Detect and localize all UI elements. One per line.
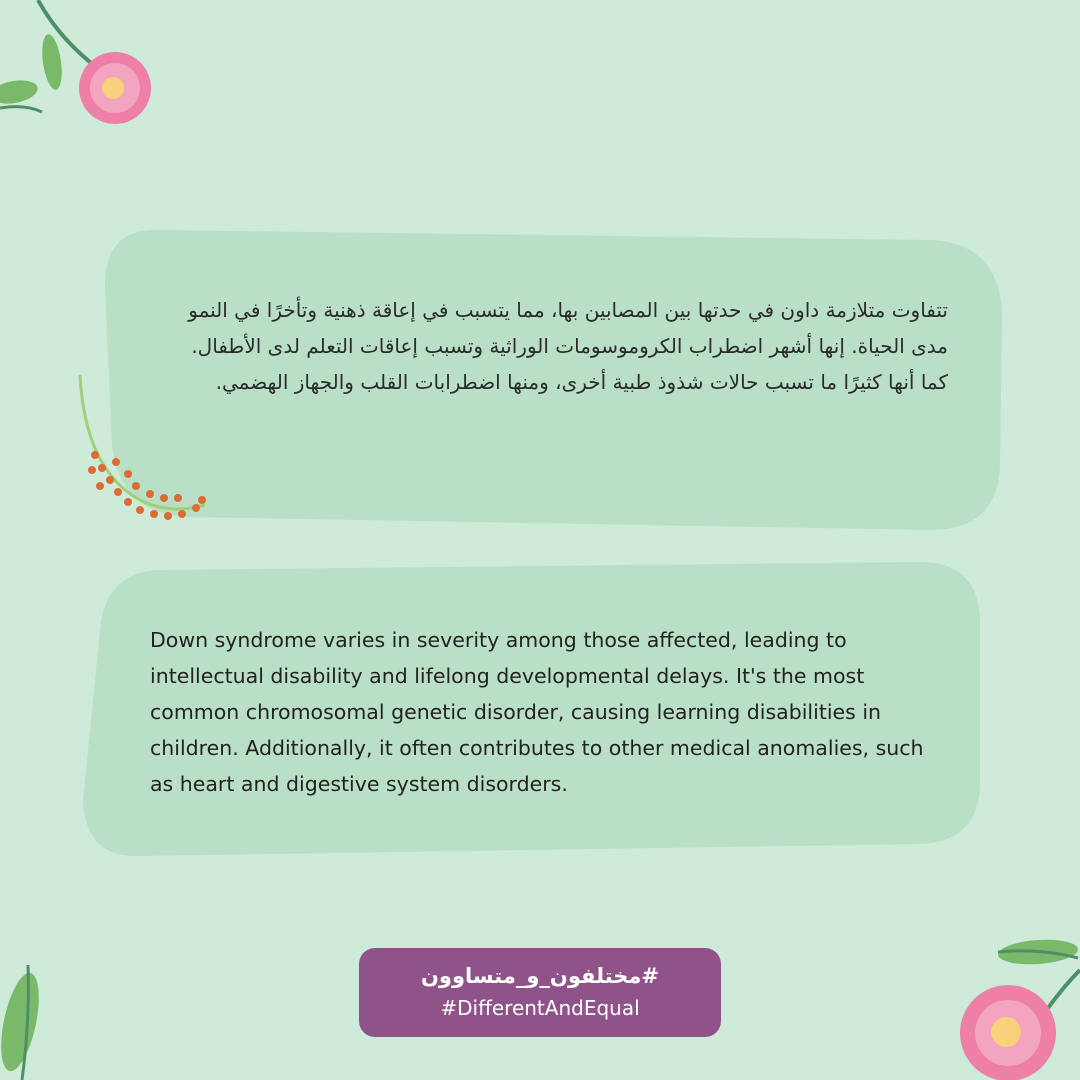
english-paragraph: Down syndrome varies in severity among those affected, leading to intellectual disability and lifelong developmental delays. It's the most common chromosomal genetic disorder, causing learning disabilities in children. Additionally, it often contributes to other medical anomalies, such as heart and digestive system disorders. bbox=[150, 628, 924, 796]
hashtag-box bbox=[359, 948, 721, 1037]
hashtag-english: #DifferentAndEqual bbox=[440, 996, 640, 1020]
leaf-icon bbox=[0, 77, 40, 107]
flower-icon bbox=[950, 930, 1080, 1080]
arabic-paragraph: تتفاوت متلازمة داون في حدتها بين المصابين بها، مما يتسبب في إعاقة ذهنية وتأخرًا في النمو مدى الحياة. إنها أشهر اضطراب الكروموسومات الوراثية وتسبب إعاقات التعلم لدى الأطفال. كما أنها كثيرًا ما تسبب حالات شذوذ طبية أخرى، ومنها اضطرابات القلب والجهاز الهضمي. bbox=[188, 298, 948, 394]
leaf-icon bbox=[39, 33, 65, 91]
hashtag-arabic: #مختلفون_و_متساوون bbox=[421, 964, 659, 988]
leaf-icon bbox=[0, 960, 60, 1080]
flower-icon bbox=[0, 0, 170, 150]
